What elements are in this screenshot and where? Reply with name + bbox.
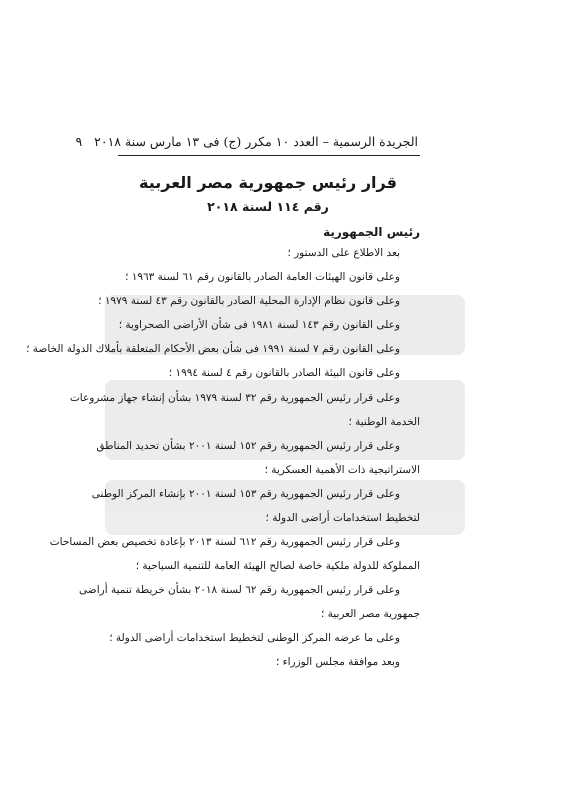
preamble-line: وعلى قانون البيئة الصادر بالقانون رقم ٤ لسنة ١٩٩٤ ؛: [168, 367, 400, 379]
preamble-line: وبعد موافقة مجلس الوزراء ؛: [276, 656, 400, 668]
preamble-line: وعلى قرار رئيس الجمهورية رقم ١٥٢ لسنة ٢٠٠١ بشأن تحديد المناطق: [96, 440, 400, 452]
preamble-line: وعلى قرار رئيس الجمهورية رقم ١٥٣ لسنة ٢٠٠١ بإنشاء المركز الوطنى: [91, 488, 400, 500]
decree-title: قرار رئيس جمهورية مصر العربية: [139, 173, 397, 192]
preamble-line: الاستراتيجية ذات الأهمية العسكرية ؛: [264, 464, 420, 476]
preamble-line: وعلى قرار رئيس الجمهورية رقم ٦١٢ لسنة ٢٠١٣ بإعادة تخصيص بعض المساحات: [49, 536, 400, 548]
page-header: [75, 134, 418, 149]
preamble-line: وعلى قرار رئيس الجمهورية رقم ٣٢ لسنة ١٩٧٩ بشأن إنشاء جهاز مشروعات: [69, 392, 400, 404]
president-heading: رئيس الجمهورية: [323, 225, 420, 239]
preamble-line: وعلى قرار رئيس الجمهورية رقم ٦٢ لسنة ٢٠١٨ بشأن خريطة تنمية أراضى: [79, 584, 400, 596]
preamble-line: المملوكة للدولة ملكية خاصة لصالح الهيئة العامة للتنمية السياحية ؛: [135, 560, 420, 572]
preamble-line: لتخطيط استخدامات أراضى الدولة ؛: [265, 512, 420, 524]
header-divider: [118, 155, 420, 156]
header-text: الجريدة الرسمية – العدد ١٠ مكرر (ج) فى ١٣ مارس سنة ٢٠١٨: [94, 134, 418, 149]
preamble-line: وعلى قانون الهيئات العامة الصادر بالقانون رقم ٦١ لسنة ١٩٦٣ ؛: [125, 271, 400, 283]
page-number: ٩: [75, 134, 83, 149]
preamble-line: وعلى القانون رقم ١٤٣ لسنة ١٩٨١ فى شأن الأراضى الصحراوية ؛: [118, 319, 400, 331]
decree-number: رقم ١١٤ لسنة ٢٠١٨: [207, 199, 329, 214]
preamble-line: وعلى قانون نظام الإدارة المحلية الصادر بالقانون رقم ٤٣ لسنة ١٩٧٩ ؛: [98, 295, 400, 307]
preamble-line: وعلى القانون رقم ٧ لسنة ١٩٩١ فى شأن بعض الأحكام المتعلقة بأملاك الدولة الخاصة ؛: [26, 343, 400, 355]
preamble-line: بعد الاطلاع على الدستور ؛: [287, 247, 400, 259]
preamble-line: وعلى ما عرضه المركز الوطنى لتخطيط استخدامات أراضى الدولة ؛: [109, 632, 400, 644]
preamble-line: الخدمة الوطنية ؛: [348, 416, 420, 428]
preamble-line: جمهورية مصر العربية ؛: [320, 608, 420, 620]
